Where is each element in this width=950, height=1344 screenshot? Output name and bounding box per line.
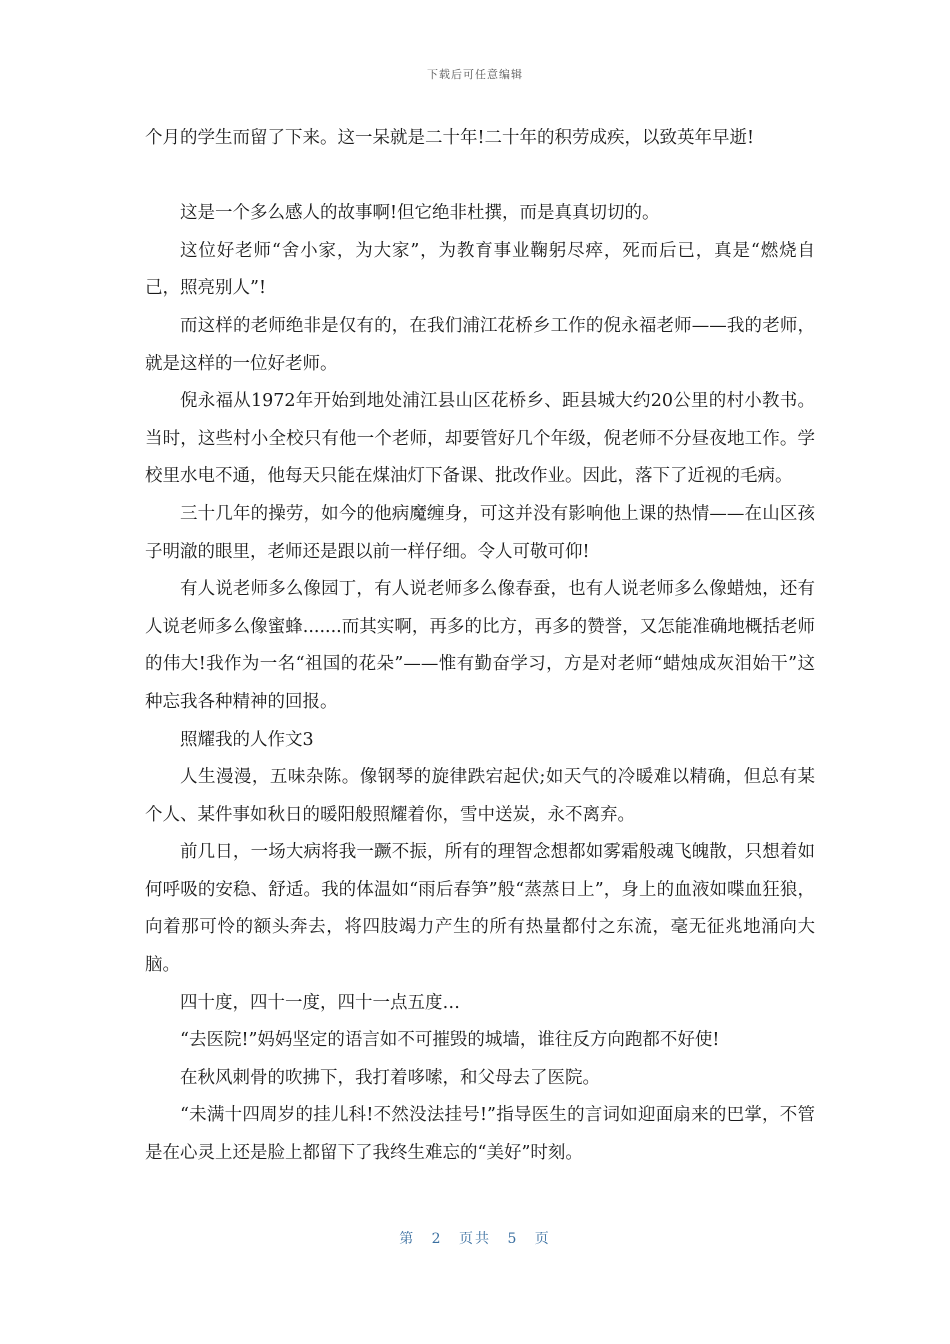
paragraph: 前几日，一场大病将我一蹶不振，所有的理智念想都如雾霜般魂飞魄散，只想着如何呼吸的安稳、舒适。我的体温如“雨后春笋”般“蒸蒸日上”，身上的血液如喋血狂狼，向着那可怜的额头奔去，将四肢竭力产生的所有热量都付之东流，毫无征兆地涌向大脑。 xyxy=(145,842,815,976)
paragraph-continued: 个月的学生而留了下来。这一呆就是二十年!二十年的积劳成疾，以致英年早逝! xyxy=(145,128,755,148)
paragraph: 在秋风刺骨的吹拂下，我打着哆嗦，和父母去了医院。 xyxy=(180,1067,600,1088)
paragraph: 倪永福从1972年开始到地处浦江县山区花桥乡、距县城大约20公里的村小教书。当时，这些村小全校只有他一个老师，却要管好几个年级，倪老师不分昼夜地工作。学校里水电不通，他每天只能在煤油灯下备课、批改作业。因此，落下了近视的毛病。 xyxy=(145,391,815,487)
page-number-footer: 第 2 页共 5 页 xyxy=(399,1231,551,1247)
paragraph: “去医院!”妈妈坚定的语言如不可摧毁的城墙，谁往反方向跑都不好使! xyxy=(180,1030,720,1051)
page-header-note: 下载后可任意编辑 xyxy=(427,68,523,81)
paragraph: 而这样的老师绝非是仅有的，在我们浦江花桥乡工作的倪永福老师——我的老师，就是这样的一位好老师。 xyxy=(145,315,815,374)
document-body xyxy=(145,120,815,1173)
paragraph: 三十几年的操劳，如今的他病魔缠身，可这并没有影响他上课的热情——在山区孩子明澈的眼里，老师还是跟以前一样仔细。令人可敬可仰! xyxy=(145,503,815,562)
paragraph: “未满十四周岁的挂儿科!不然没法挂号!”指导医生的言词如迎面扇来的巴掌，不管是在心灵上还是脸上都留下了我终生难忘的“美好”时刻。 xyxy=(145,1105,815,1164)
paragraph: 四十度，四十一度，四十一点五度… xyxy=(180,992,460,1013)
paragraph: 有人说老师多么像园丁，有人说老师多么像春蚕，也有人说老师多么像蜡烛，还有人说老师多么像蜜蜂.......而其实啊，再多的比方，再多的赞誉，又怎能准确地概括老师的伟大!我作为一名“祖国的花朵”——惟有勤奋学习，方是对老师“蜡烛成灰泪始干”这种忘我各种精神的回报。 xyxy=(145,579,815,712)
paragraph: 这是一个多么感人的故事啊!但它绝非杜撰，而是真真切切的。 xyxy=(180,203,660,224)
section-title: 照耀我的人作文3 xyxy=(180,729,314,750)
paragraph: 人生漫漫，五味杂陈。像钢琴的旋律跌宕起伏;如天气的冷暖难以精确，但总有某个人、某件事如秋日的暖阳般照耀着你，雪中送炭，永不离弃。 xyxy=(145,767,815,825)
paragraph: 这位好老师“舍小家，为大家”，为教育事业鞠躬尽瘁，死而后已，真是“燃烧自己，照亮别人”! xyxy=(145,240,815,299)
